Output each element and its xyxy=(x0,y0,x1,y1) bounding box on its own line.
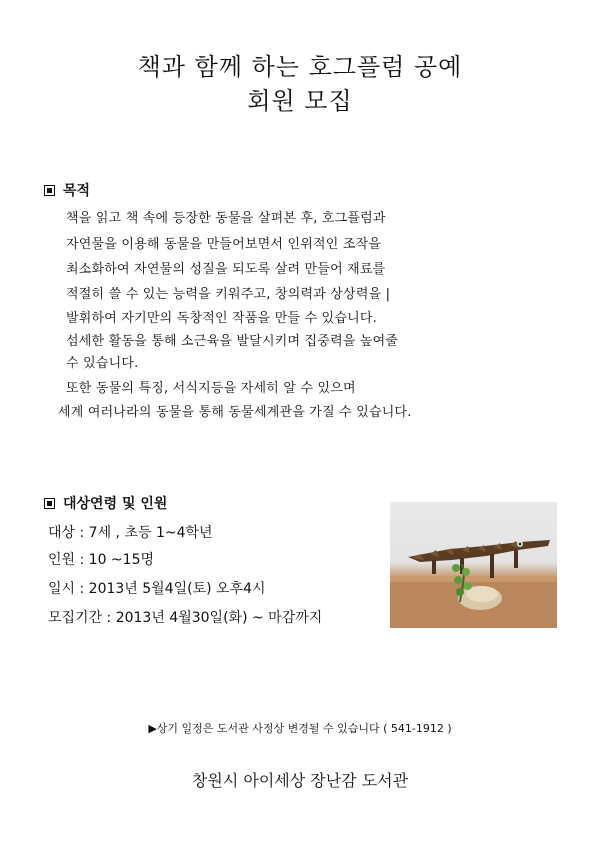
page-subtitle: 회원 모집 xyxy=(247,87,353,115)
schedule-notice: ▶상기 일정은 도서관 사정상 변경될 수 있습니다 ( 541-1912 ) xyxy=(148,722,452,735)
purpose-line: 섬세한 활동을 통해 소근육을 발달시키며 집중력을 높여줄 xyxy=(66,334,399,349)
purpose-line: 책을 읽고 책 속에 등장한 동물을 살펴본 후, 호그플럼과 xyxy=(66,211,386,226)
page-title: 책과 함께 하는 호그플럼 공예 xyxy=(137,53,463,81)
purpose-heading xyxy=(44,180,90,200)
purpose-line: 또한 동물의 특징, 서식지등을 자세히 알 수 있으며 xyxy=(66,381,356,396)
purpose-line: 자연물을 이용해 동물을 만들어보면서 인위적인 조작을 xyxy=(66,237,382,252)
target-heading-label: 대상연령 및 인원 xyxy=(63,496,168,512)
purpose-line: 적절히 쓸 수 있는 능력을 키워주고, 창의력과 상상력을 | xyxy=(66,287,391,302)
square-bullet-icon xyxy=(44,498,55,509)
purpose-line: 최소화하여 자연물의 성질을 되도록 살려 만들어 재료를 xyxy=(66,262,386,277)
info-datetime: 일시 : 2013년 5월4일(토) 오후4시 xyxy=(48,581,266,597)
info-count: 인원 : 10 ~15명 xyxy=(48,552,154,568)
info-period: 모집기간 : 2013년 4월30일(화) ~ 마감까지 xyxy=(48,610,323,626)
crocodile-craft-photo xyxy=(390,502,557,628)
square-bullet-icon xyxy=(44,185,55,196)
purpose-line: 수 있습니다. xyxy=(66,356,139,371)
info-target: 대상 : 7세 , 초등 1~4학년 xyxy=(48,525,213,541)
purpose-line: 세계 여러나라의 동물을 통해 동물세계관을 가질 수 있습니다. xyxy=(58,405,412,420)
target-heading xyxy=(44,493,167,513)
library-name: 창원시 아이세상 장난감 도서관 xyxy=(191,771,409,790)
purpose-line: 발휘하여 자기만의 독창적인 작품을 만들 수 있습니다. xyxy=(66,311,378,326)
purpose-heading-label: 목적 xyxy=(63,183,91,199)
